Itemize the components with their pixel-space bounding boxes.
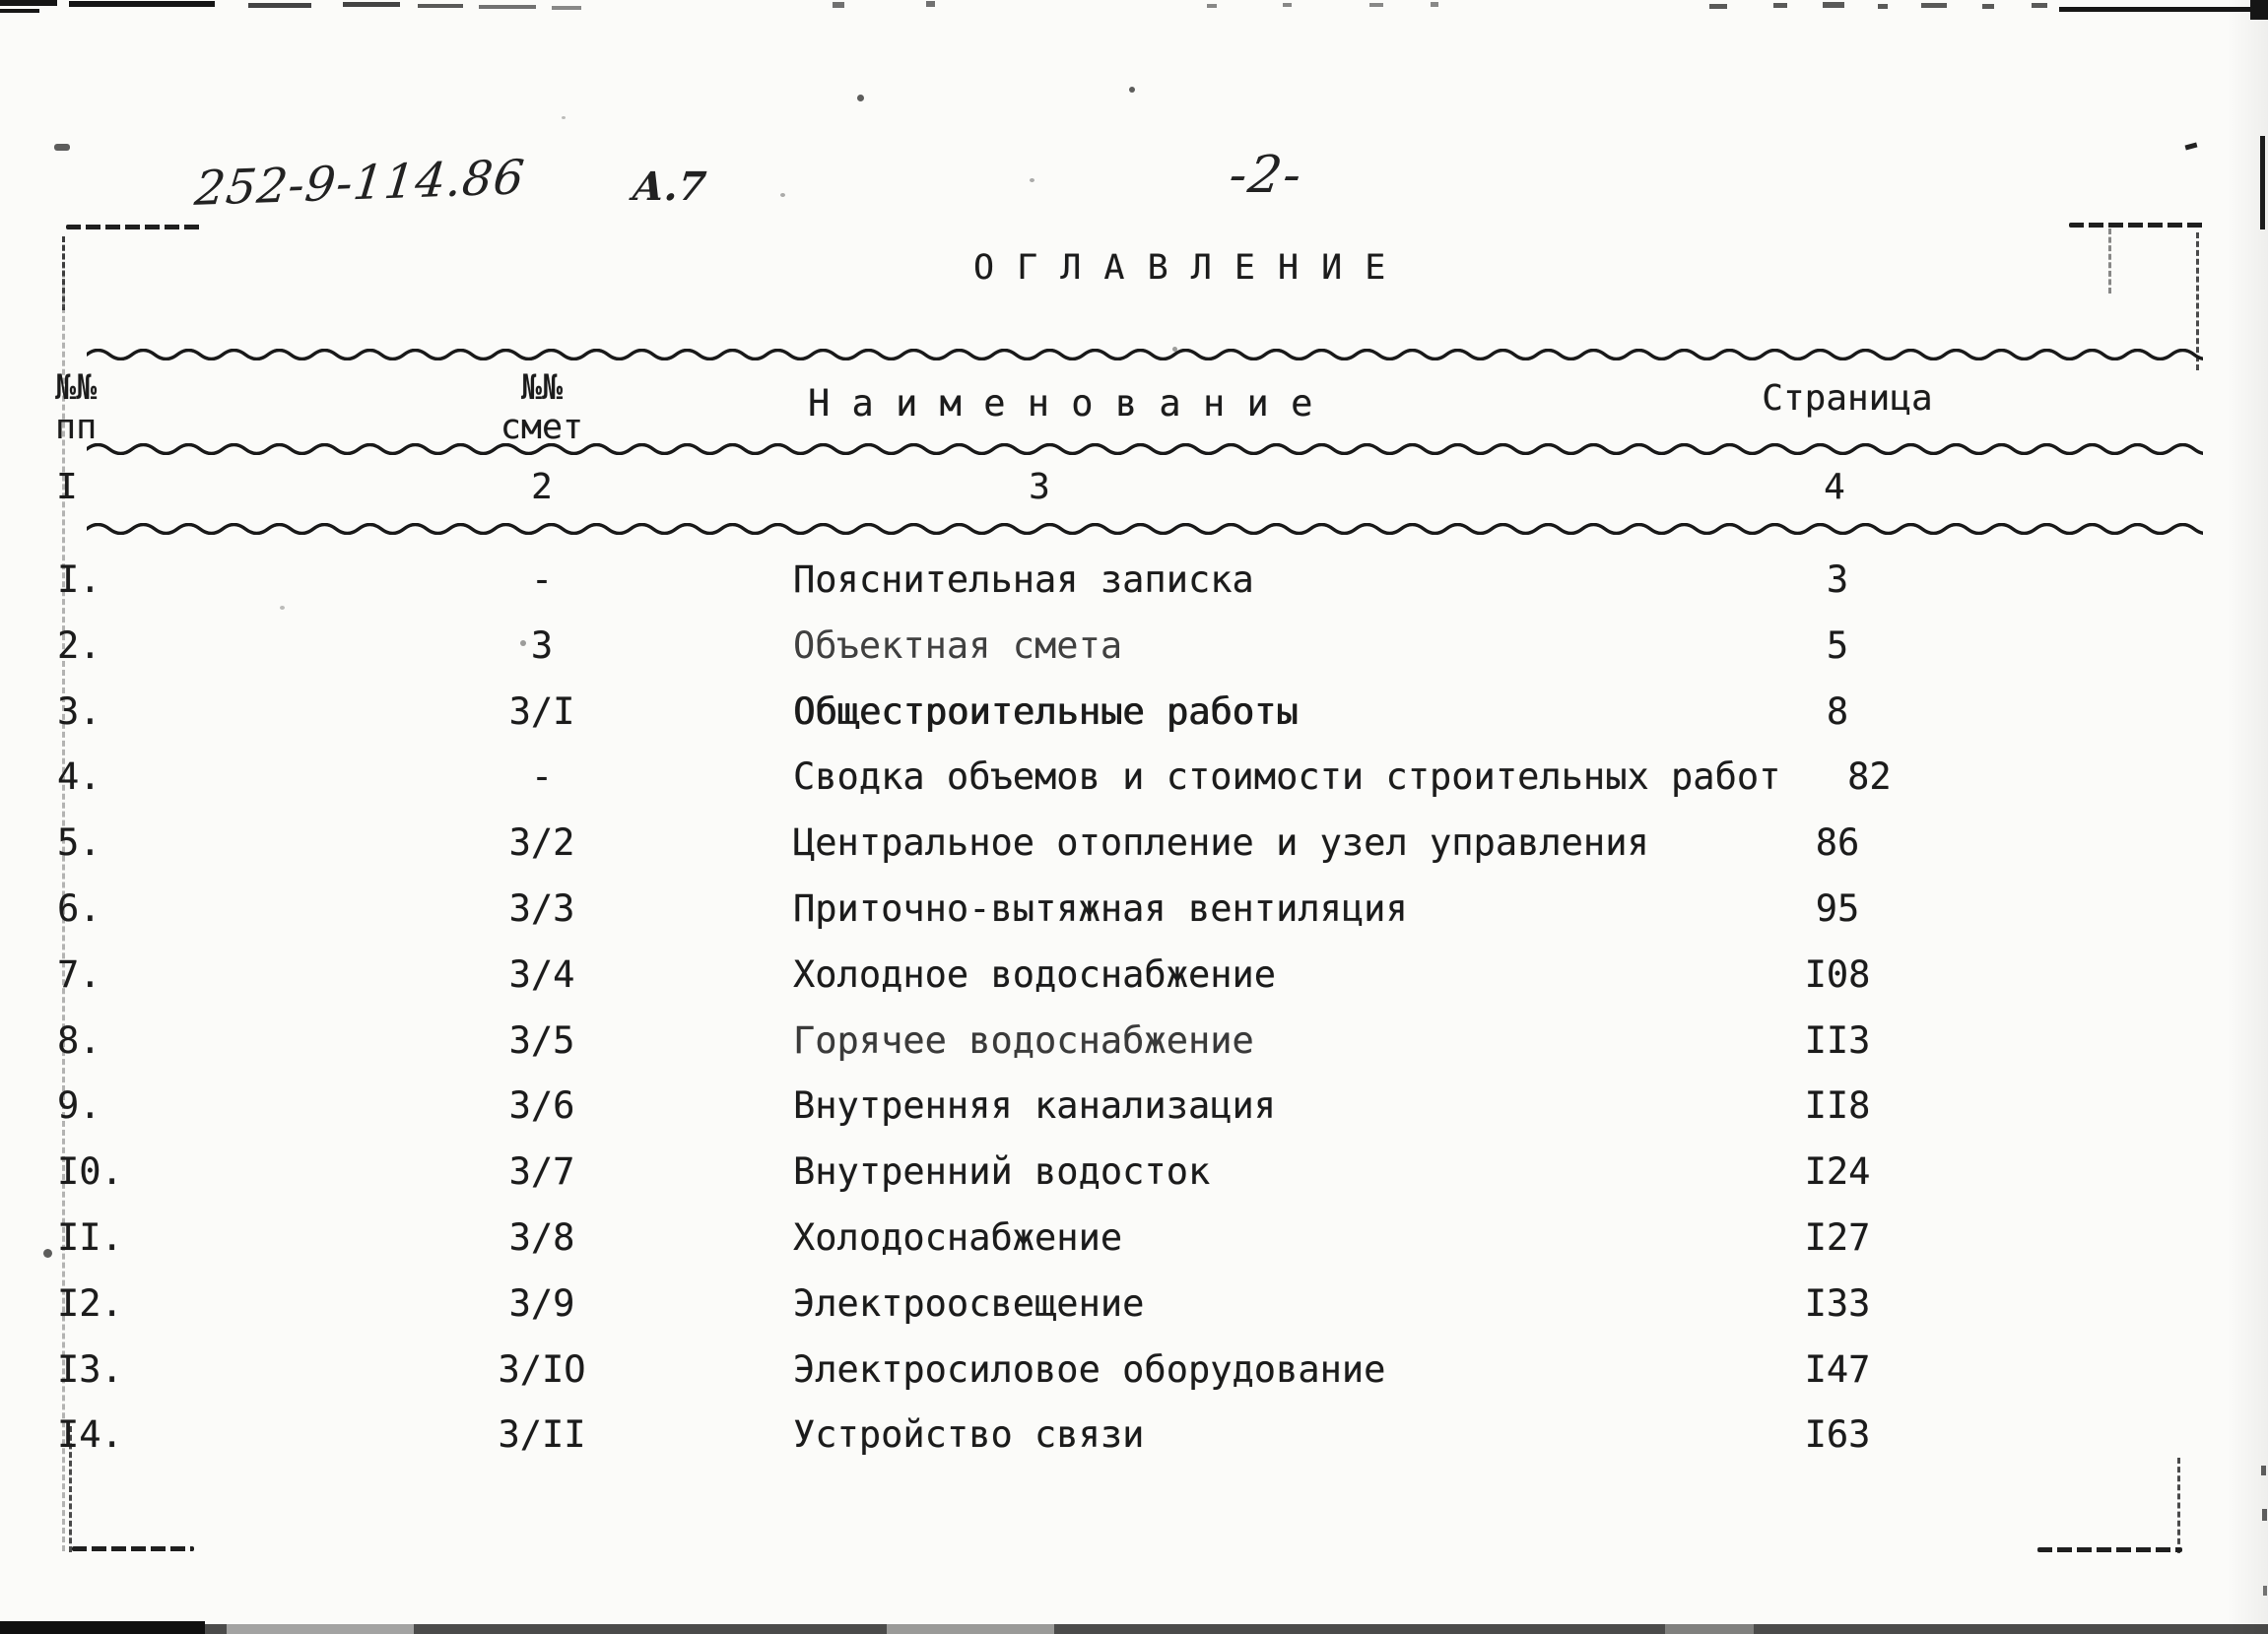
row-page: I27 xyxy=(1804,1215,1871,1259)
scan-artifact xyxy=(1878,4,1888,9)
scan-artifact xyxy=(2260,136,2265,229)
scan-speck xyxy=(1129,87,1135,93)
row-smeta: 3 xyxy=(530,623,554,667)
scan-artifact xyxy=(0,9,39,13)
row-name: Устройство связи xyxy=(793,1413,1145,1457)
row-number: 3. xyxy=(57,689,101,733)
table-rule-subheader xyxy=(87,523,2203,535)
row-smeta: 3/7 xyxy=(508,1150,575,1194)
scan-speck xyxy=(1030,178,1034,182)
row-smeta: 3/6 xyxy=(508,1084,575,1128)
row-name: Горячее водоснабжение xyxy=(793,1018,1254,1062)
row-smeta: 3/4 xyxy=(508,952,575,996)
table-row xyxy=(0,1009,2268,1075)
scan-artifact xyxy=(2263,1586,2267,1596)
row-page: 82 xyxy=(1847,755,1892,799)
scan-artifact xyxy=(1431,2,1438,7)
scan-artifact xyxy=(479,5,536,9)
row-smeta: - xyxy=(530,755,554,799)
scan-artifact xyxy=(1665,1624,1754,1634)
column-header-pp-line2: пп xyxy=(55,408,98,447)
frame-bottom-left-corner xyxy=(72,1546,194,1551)
scan-artifact xyxy=(227,1624,414,1634)
column-number-1: I xyxy=(56,467,78,507)
table-row xyxy=(0,614,2268,680)
scan-artifact xyxy=(418,4,463,8)
scan-artifact xyxy=(552,6,581,10)
column-header-smeta-line2: смет xyxy=(500,408,584,447)
row-page: I47 xyxy=(1804,1347,1871,1391)
scan-artifact xyxy=(926,1,935,7)
row-number: 5. xyxy=(57,821,101,865)
row-page: II8 xyxy=(1804,1084,1871,1128)
row-number: 8. xyxy=(57,1018,101,1062)
frame-bottom-right-corner xyxy=(2037,1547,2182,1552)
row-smeta: 3/IO xyxy=(498,1347,586,1391)
column-header-pp xyxy=(55,368,97,447)
row-page: I33 xyxy=(1804,1281,1871,1325)
table-row xyxy=(0,1074,2268,1140)
row-number: I4. xyxy=(57,1413,123,1457)
toc-table xyxy=(0,548,2268,1469)
row-number: 4. xyxy=(57,755,101,799)
scan-artifact xyxy=(1982,4,1994,9)
row-smeta: 3/8 xyxy=(508,1215,575,1259)
row-page: II3 xyxy=(1804,1018,1871,1062)
table-row xyxy=(0,1140,2268,1206)
scan-artifact xyxy=(205,1624,2268,1634)
scan-artifact xyxy=(1773,3,1787,8)
scan-artifact xyxy=(1823,2,1844,8)
row-smeta: 3/9 xyxy=(508,1281,575,1325)
row-name: Пояснительная записка xyxy=(793,558,1254,601)
scan-artifact xyxy=(887,1624,1054,1634)
row-name: Электросиловое оборудование xyxy=(793,1347,1386,1391)
row-name: Сводка объемов и стоимости строительных работ xyxy=(793,755,1781,799)
row-number: I3. xyxy=(57,1347,123,1391)
scan-artifact xyxy=(0,0,57,6)
table-rule-top xyxy=(87,349,2203,360)
scan-artifact xyxy=(2032,3,2047,8)
row-name: Приточно-вытяжная вентиляция xyxy=(793,886,1408,930)
column-header-smeta xyxy=(463,368,621,447)
scan-speck xyxy=(562,116,566,119)
table-row xyxy=(0,548,2268,614)
row-page: I24 xyxy=(1804,1150,1871,1194)
row-name: Внутренний водосток xyxy=(793,1150,1211,1194)
row-name: Электроосвещение xyxy=(793,1281,1145,1325)
row-number: II. xyxy=(57,1215,123,1259)
scan-artifact xyxy=(343,2,400,7)
scan-artifact xyxy=(1207,4,1217,8)
scan-artifact xyxy=(2185,143,2198,151)
row-smeta: 3/I xyxy=(508,689,575,733)
row-smeta: - xyxy=(530,558,554,601)
frame-top-left-corner xyxy=(66,225,204,229)
scan-artifact xyxy=(0,1621,205,1634)
scan-artifact xyxy=(2262,1509,2267,1521)
row-page: 5 xyxy=(1826,623,1849,667)
scan-artifact xyxy=(1369,3,1383,7)
row-smeta: 3/3 xyxy=(508,886,575,930)
row-page: I08 xyxy=(1804,952,1871,996)
row-page: 8 xyxy=(1826,689,1849,733)
scan-artifact xyxy=(248,3,311,8)
handwritten-project-code: 252-9-114.86 xyxy=(192,150,528,217)
row-page: 3 xyxy=(1826,558,1849,601)
row-number: I2. xyxy=(57,1281,123,1325)
frame-right-line xyxy=(2108,229,2111,294)
frame-right-line xyxy=(2177,1458,2180,1553)
document-title: О Г Л А В Л Е Н И Е xyxy=(973,248,1387,288)
scan-artifact xyxy=(1283,3,1292,7)
row-name: Холодное водоснабжение xyxy=(793,952,1277,996)
table-row xyxy=(0,943,2268,1009)
row-smeta: 3/2 xyxy=(508,821,575,865)
row-name: Общестроительные работы xyxy=(793,689,1299,733)
row-number: 2. xyxy=(57,623,101,667)
table-row xyxy=(0,811,2268,877)
row-number: 6. xyxy=(57,886,101,930)
row-name: Внутренняя канализация xyxy=(793,1084,1277,1128)
column-header-smeta-line1: №№ xyxy=(520,368,564,408)
table-row xyxy=(0,1272,2268,1338)
row-number: I0. xyxy=(57,1150,123,1194)
row-number: 7. xyxy=(57,952,101,996)
row-page: 95 xyxy=(1815,886,1860,930)
scan-artifact xyxy=(1709,4,1727,9)
table-row xyxy=(0,1403,2268,1469)
column-header-name: Н а и м е н о в а н и е xyxy=(808,382,1313,425)
handwritten-sheet-mark: А.7 xyxy=(630,163,708,210)
handwritten-page-number: -2- xyxy=(1225,146,1307,205)
column-number-4: 4 xyxy=(1824,467,1845,507)
row-page: I63 xyxy=(1804,1413,1871,1457)
table-rule-header xyxy=(87,443,2203,455)
scan-speck xyxy=(54,144,70,151)
column-header-pp-line1: №№ xyxy=(55,368,98,408)
row-smeta: 3/II xyxy=(498,1413,586,1457)
row-number: 9. xyxy=(57,1084,101,1128)
scan-artifact xyxy=(1921,3,1947,8)
row-page: 86 xyxy=(1815,821,1860,865)
column-number-2: 2 xyxy=(531,467,553,507)
frame-top-right-corner xyxy=(2069,223,2205,228)
column-header-page: Страница xyxy=(1762,378,1933,419)
row-smeta: 3/5 xyxy=(508,1018,575,1062)
table-row xyxy=(0,745,2268,811)
row-name: Центральное отопление и узел управления xyxy=(793,821,1649,865)
frame-left-line xyxy=(62,236,65,310)
table-row xyxy=(0,1338,2268,1404)
scan-speck xyxy=(780,193,785,197)
table-row xyxy=(0,1206,2268,1272)
table-row xyxy=(0,680,2268,746)
row-number: I. xyxy=(57,558,101,601)
scan-speck xyxy=(857,95,864,101)
scan-artifact xyxy=(69,1,215,7)
scan-artifact xyxy=(833,2,844,8)
row-name: Холодоснабжение xyxy=(793,1215,1123,1259)
table-row xyxy=(0,877,2268,943)
row-name: Объектная смета xyxy=(793,623,1123,667)
column-number-3: 3 xyxy=(1029,467,1050,507)
